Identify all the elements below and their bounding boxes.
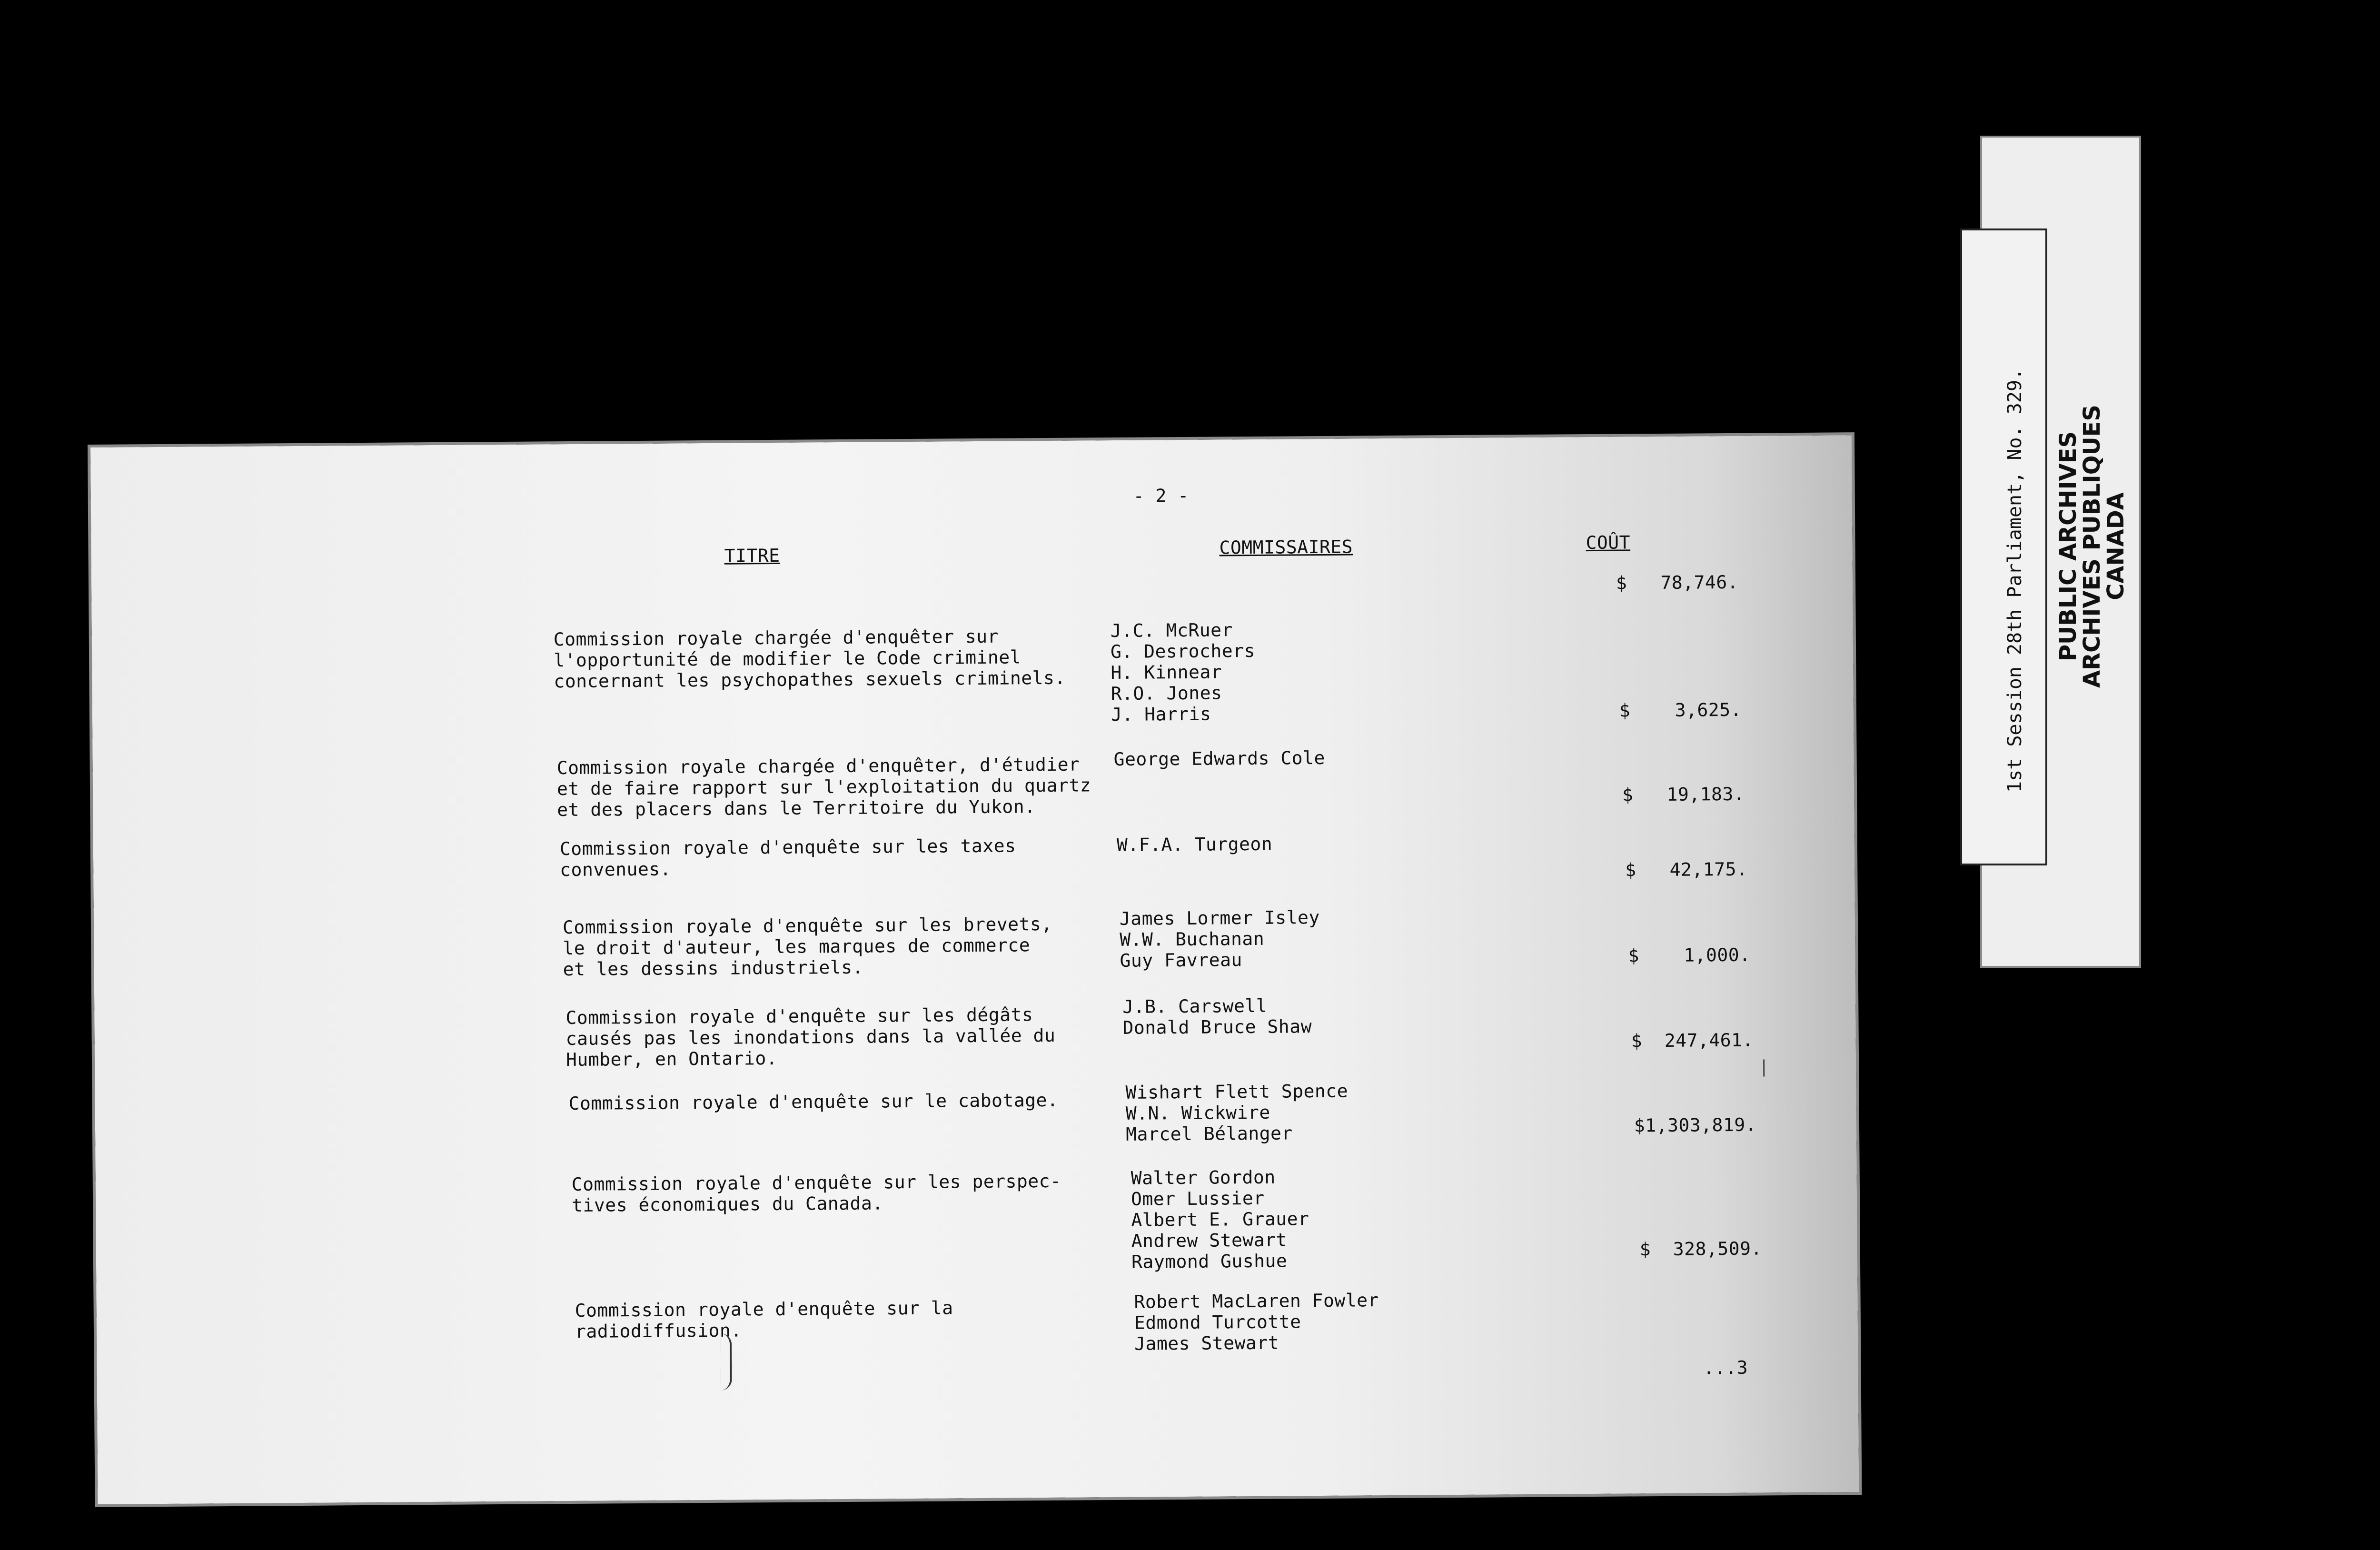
pencil-mark xyxy=(720,1333,732,1391)
row-cost: $1,303,819. xyxy=(1634,1114,1757,1136)
archive-session-line: 1st Session 28th Parliament, No. 329. xyxy=(2004,368,2026,793)
row-commissioners: George Edwards Cole xyxy=(1113,747,1325,770)
page-number: - 2 - xyxy=(1133,485,1189,507)
row-title: Commission royale d'enquête sur la radiodiffusion. xyxy=(575,1297,953,1342)
row-commissioners: Walter Gordon Omer Lussier Albert E. Grauer Andrew Stewart Raymond Gushue xyxy=(1130,1166,1309,1272)
header-title: TITRE xyxy=(724,545,780,566)
row-commissioners: James Lormer Isley W.W. Buchanan Guy Favreau xyxy=(1119,906,1320,971)
header-cost: COÛT xyxy=(1586,532,1631,554)
archive-stamp: PUBLIC ARCHIVES ARCHIVES PUBLIQUES CANADA xyxy=(2055,405,2129,688)
row-commissioners: W.F.A. Turgeon xyxy=(1116,833,1273,855)
row-commissioners: J.B. Carswell Donald Bruce Shaw xyxy=(1122,995,1312,1038)
row-cost: $ 19,183. xyxy=(1622,783,1745,805)
row-title: Commission royale d'enquête sur le cabotage. xyxy=(568,1089,1059,1114)
row-cost: $ 42,175. xyxy=(1625,858,1748,881)
row-title: Commission royale chargée d'enquêter, d'étudier et de faire rapport sur l'exploitation du quartz et des placers dans le Territoire du Yukon. xyxy=(556,754,1091,821)
row-cost: $ 328,509. xyxy=(1639,1238,1762,1260)
row-title: Commission royale d'enquête sur les dégâts causés pas les inondations dans la vallée du Humber, en Ontario. xyxy=(565,1004,1056,1071)
row-cost: $ 3,625. xyxy=(1619,699,1742,721)
row-title: Commission royale d'enquête sur les brevets, le droit d'auteur, les marques de commerce et les dessins industriels. xyxy=(562,913,1052,980)
pencil-mark xyxy=(1763,1059,1765,1076)
header-commissioners: COMMISSAIRES xyxy=(1219,536,1353,558)
row-commissioners: Robert MacLaren Fowler Edmond Turcotte James Stewart xyxy=(1134,1290,1379,1354)
row-cost: $ 1,000. xyxy=(1628,944,1751,966)
row-title: Commission royale d'enquête sur les perspec- tives économiques du Canada. xyxy=(571,1170,1061,1216)
row-commissioners: Wishart Flett Spence W.N. Wickwire Marcel Bélanger xyxy=(1125,1080,1349,1145)
row-cost: $ 78,746. xyxy=(1616,571,1739,594)
row-title: Commission royale d'enquête sur les taxes convenues. xyxy=(559,835,1016,881)
row-commissioners: J.C. McRuer G. Desrochers H. Kinnear R.O. Jones J. Harris xyxy=(1110,619,1256,725)
row-title: Commission royale chargée d'enquêter sur l'opportunité de modifier le Code criminel concernant les psychopathes sexuels criminels. xyxy=(553,626,1066,692)
row-cost: $ 247,461. xyxy=(1631,1029,1754,1052)
continuation-marker: ...3 xyxy=(1703,1357,1748,1379)
document-page xyxy=(90,435,1859,1504)
